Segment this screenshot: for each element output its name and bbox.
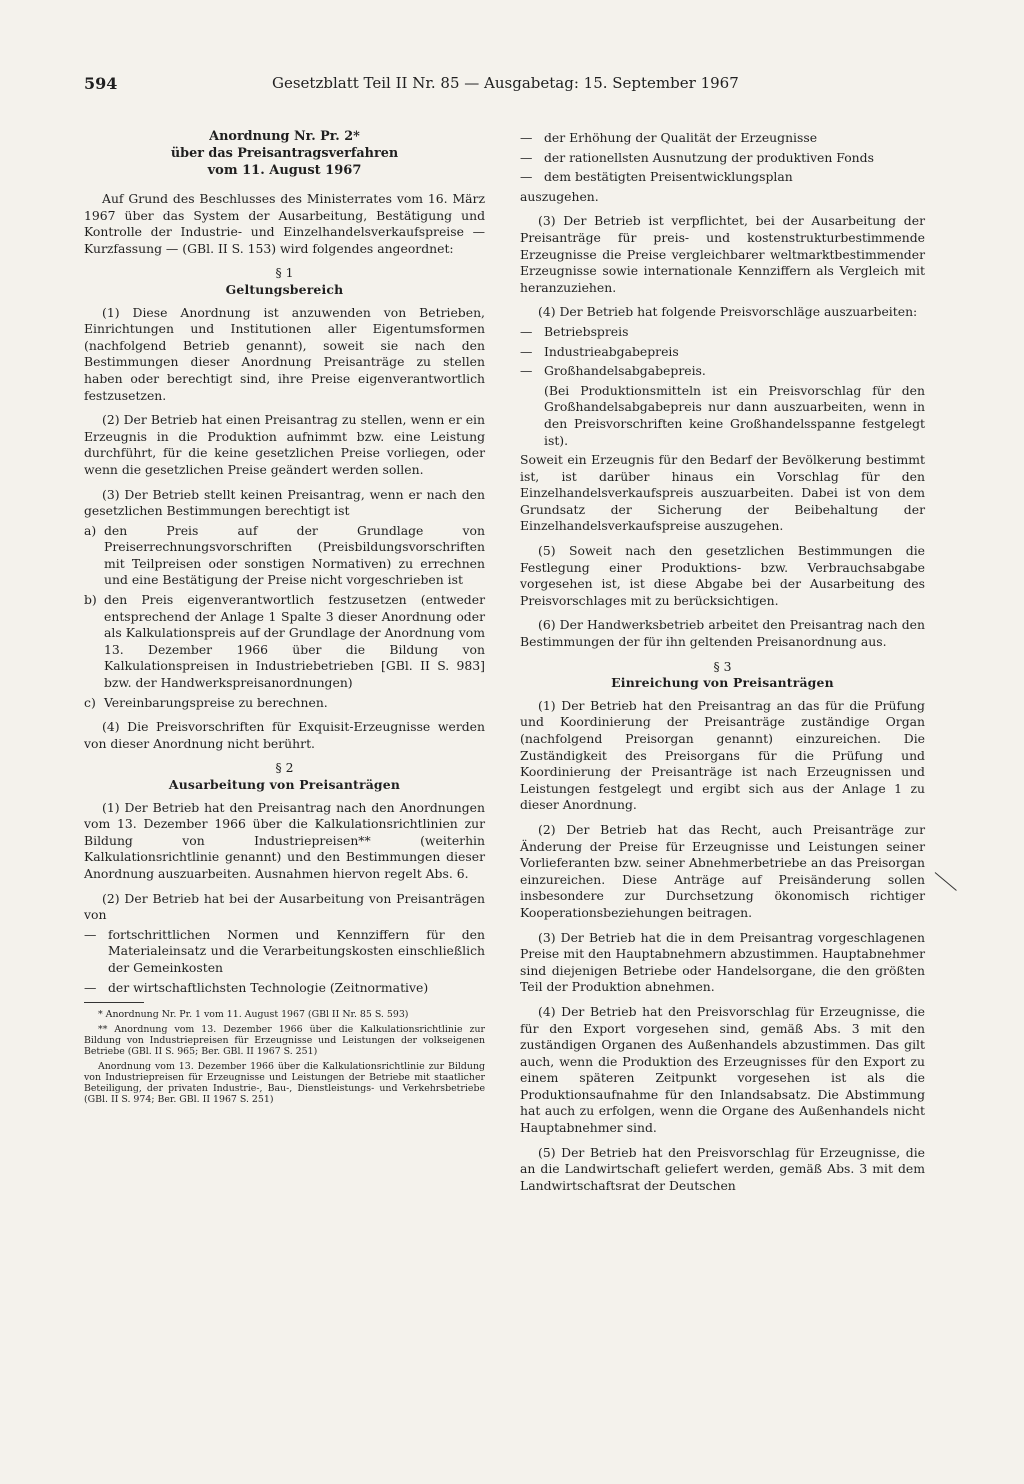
left-column [84, 128, 485, 1109]
list-item: a) den Preis auf der Grundlage von Preiserrechnungsvorschriften (Preisbildungsvorschriften mit Teilpreisen oder sonstigen Normativen) zu errechnen und eine Bestätigung der Preise nicht vorgeschrieben ist [84, 522, 485, 588]
list-item: — Betriebspreis [520, 323, 629, 339]
list-item: b) den Preis eigenverantwortlich festzusetzen (entweder entsprechend der Anlage 1 Spalte 3 dieser Anordnung oder als Kalkulationspreis auf der Grundlage der Anordnung vom 13. Dezember 1966 über die Bildung von Kalkulationspreisen in Industriebetrieben [GBl. II S. 983] bzw. der Handwerkspreisanordnungen) [84, 592, 485, 691]
continuation-text: auszugehen. [520, 188, 599, 204]
section-3-number: § 3 [713, 658, 732, 674]
s2-paragraph-1: (1) Der Betrieb hat den Preisantrag nach den Anordnungen vom 13. Dezember 1966 über die Kalkulationsrichtlinien zur Bildung von Industriepreisen** (weiterhin Kalkulationsrichtlinie genannt) und den Bestimmungen dieser Anordnung auszuarbeiten. Ausnahmen hiervon regelt Abs. 6. [84, 799, 485, 881]
s3-paragraph-5: (5) Der Betrieb hat den Preisvorschlag für Erzeugnisse, die an die Landwirtschaft geliefert werden, gemäß Abs. 3 mit dem Landwirtschaftsrat der Deutschen [520, 1144, 925, 1193]
list-item: c) Vereinbarungspreise zu berechnen. [84, 694, 328, 710]
footnote-divider [84, 1002, 144, 1003]
s3-paragraph-1: (1) Der Betrieb hat den Preisantrag an das für die Prüfung und Koordinierung der Preisanträge zuständige Organ (nachfolgend Preisorgan genannt) einzureichen. Die Zuständigkeit des Preisorgans für die Prüfung und Koordinierung der Preisanträge ist nach Erzeugnissen und Leistungen festgelegt und ergibt sich aus der Anlage 1 zu dieser Anordnung. [520, 697, 925, 813]
s3-paragraph-2: (2) Der Betrieb hat das Recht, auch Preisanträge zur Änderung der Preise für Erzeugnisse und Leistungen seiner Vorlieferanten bzw. seiner Abnehmerbetriebe an das Preisorgan einzureichen. Diese Anträge auf Preisänderung sollen insbesondere zur Durchsetzung ökonomisch richtiger Kooperationsbeziehungen beitragen. [520, 821, 925, 920]
list-item: — Industrieabgabepreis [520, 343, 679, 359]
s1-paragraph-2: (2) Der Betrieb hat einen Preisantrag zu stellen, wenn er ein Erzeugnis in die Produktion aufnimmt bzw. eine Leistung durchführt, für die keine gesetzlichen Preise vorliegen, oder wenn die gesetzlichen Preise geändert werden sollen. [84, 412, 485, 477]
s2-paragraph-6: (6) Der Handwerksbetrieb arbeitet den Preisantrag nach den Bestimmungen der für ihn geltenden Preisanordnung aus. [520, 617, 925, 650]
s3-paragraph-4: (4) Der Betrieb hat den Preisvorschlag für Erzeugnisse, die für den Export vorgesehen sind, gemäß Abs. 3 mit den zuständigen Organen des Außenhandels abzustimmen. Das gilt auch, wenn die Produktion des Erzeugnisses für den Export zu einem späteren Zeitpunkt vorgesehen ist als die Produktionsaufnahme für den Inlandsabsatz. Die Abstimmung hat auch zu erfolgen, wenn die Organe des Außenhandels nicht Hauptabnehmer sind. [520, 1003, 925, 1136]
list-item: — der wirtschaftlichsten Technologie (Zeitnormative) [84, 979, 429, 995]
list-item: — der rationellsten Ausnutzung der produktiven Fonds [520, 149, 874, 165]
gazette-title: Gesetzblatt Teil II Nr. 85 — Ausgabetag: 15. September 1967 [272, 74, 739, 92]
footnote: * Anordnung Nr. Pr. 1 vom 11. August 1967 (GBl II Nr. 85 S. 593) [98, 1009, 409, 1021]
s1-paragraph-4: (4) Die Preisvorschriften für Exquisit-Erzeugnisse werden von dieser Anordnung nicht berührt. [84, 719, 485, 751]
section-2-heading: Ausarbeitung von Preisanträgen [168, 777, 401, 792]
footnote: Anordnung vom 13. Dezember 1966 über die Kalkulationsrichtlinie zur Bildung von Industriepreisen für Erzeugnisse und Leistungen der Betriebe mit staatlicher Beteiligung, der privaten Industrie-, Bau-, Dienstleistungs- und Verkehrsbetriebe (GBl. II S. 974; Ber. GBl. II 1967 S. 251) [84, 1061, 485, 1106]
list-item: — dem bestätigten Preisentwicklungsplan [520, 169, 793, 185]
decree-subject: über das Preisantragsverfahren [170, 146, 399, 161]
section-2-number: § 2 [275, 760, 294, 776]
s2-paragraph-4: (4) Der Betrieb hat folgende Preisvorschläge auszuarbeiten: [538, 304, 918, 320]
footnote: ** Anordnung vom 13. Dezember 1966 über die Kalkulationsrichtlinie zur Bildung von Industriepreisen für Erzeugnisse und Leistungen der volkseigenen Betriebe (GBl. II S. 965; Ber. GBl. II 1967 S. 251) [84, 1024, 485, 1058]
list-note: (Bei Produktionsmitteln ist ein Preisvorschlag für den Großhandelsabgabepreis nur dann auszuarbeiten, wenn in den Preisvorschriften keine Großhandelsspanne festgelegt ist). [544, 382, 925, 448]
list-item: — Großhandelsabgabepreis. [520, 363, 706, 379]
s1-paragraph-3: (3) Der Betrieb stellt keinen Preisantrag, wenn er nach den gesetzlichen Bestimmungen berechtigt ist [84, 486, 485, 519]
pen-mark [935, 872, 957, 891]
page-number: 594 [84, 74, 118, 93]
section-1-heading: Geltungsbereich [225, 281, 344, 297]
s2-paragraph-5: (5) Soweit nach den gesetzlichen Bestimmungen die Festlegung einer Produktions- bzw. Verbrauchsabgabe vorgesehen ist, ist diese Abgabe bei der Ausarbeitung des Preisvorschlages mit zu berücksichtigen. [520, 543, 925, 608]
s2-paragraph-4-continued: Soweit ein Erzeugnis für den Bedarf der Bevölkerung bestimmt ist, ist darüber hinaus ein Vorschlag für den Einzelhandelsverkaufspreis auszuarbeiten. Dabei ist von dem Grundsatz der Sicherung der Beibehaltung der Einzelhandelsverkaufspreise auszugehen. [520, 452, 925, 534]
section-3-heading: Einreichung von Preisanträgen [611, 675, 834, 691]
list-item: — der Erhöhung der Qualität der Erzeugnisse [520, 130, 818, 145]
s2-paragraph-3: (3) Der Betrieb ist verpflichtet, bei der Ausarbeitung der Preisanträge für preis- und kostenstrukturbestimmende Erzeugnisse die Preise vergleichbarer weltmarktbestimmender Erzeugnisse sowie internationale Kennziffern als Vergleich mit heranzuziehen. [520, 213, 925, 295]
list-item: — fortschrittlichen Normen und Kennziffern für den Materialeinsatz und die Verarbeitungskosten einschließlich der Gemeinkosten [84, 926, 485, 975]
page-header [84, 74, 924, 100]
s2-paragraph-2: (2) Der Betrieb hat bei der Ausarbeitung von Preisanträgen von [84, 890, 485, 923]
preamble: Auf Grund des Beschlusses des Ministerrates vom 16. März 1967 über das System der Ausarbeitung, Bestätigung und Kontrolle der Industrie- und Einzelhandelsverkaufspreise — Kurzfassung — (GBl. II S. 153) wird folgendes angeordnet: [84, 191, 485, 256]
section-1-number: § 1 [275, 265, 294, 281]
s1-paragraph-1: (1) Diese Anordnung ist anzuwenden von Betrieben, Einrichtungen und Institutionen aller Eigentumsformen (nachfolgend Betrieb genannt), soweit sie nach den Bestimmungen dieser Anordnung Preisanträge zu stellen haben oder berechtigt sind, ihre Preise eigenverantwortlich festzusetzen. [84, 304, 485, 403]
decree-title: Anordnung Nr. Pr. 2* [209, 129, 360, 144]
right-column [520, 130, 925, 1202]
s3-paragraph-3: (3) Der Betrieb hat die in dem Preisantrag vorgeschlagenen Preise mit den Hauptabnehmern abzustimmen. Hauptabnehmer sind diejenigen Betriebe oder Handelsorgane, die den größten Teil der Produktion abnehmen. [520, 929, 925, 995]
decree-date: vom 11. August 1967 [207, 163, 362, 178]
